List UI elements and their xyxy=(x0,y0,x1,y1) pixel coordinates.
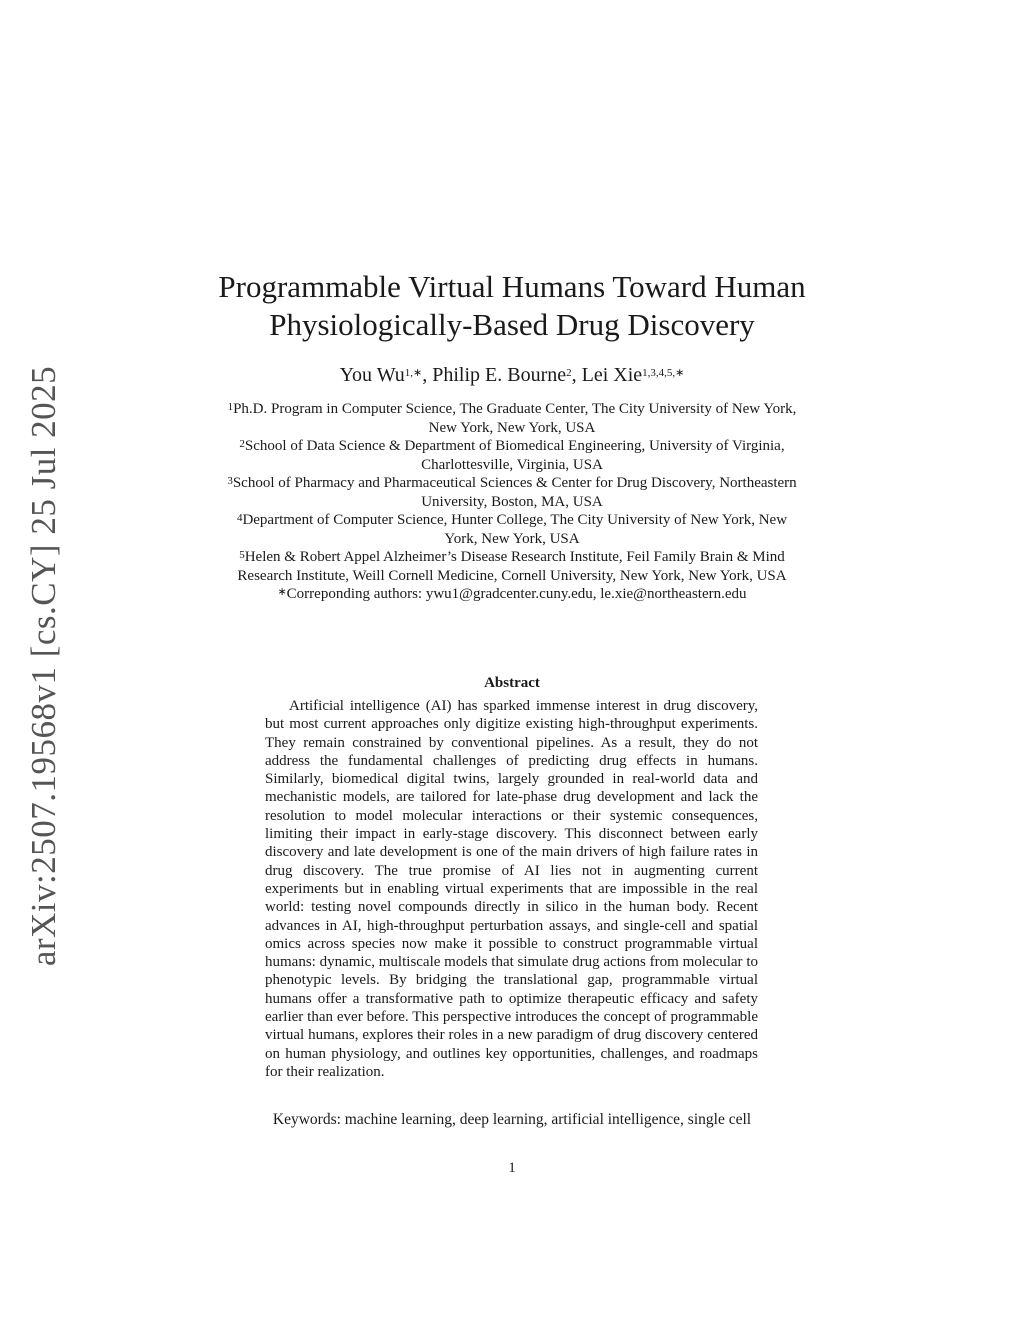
author-separator: , xyxy=(422,364,433,386)
affiliation-text: Helen & Robert Appel Alzheimer’s Disease Research Institute, Feil Family Brain & Mind Research Institute, Weill Cornell Medicine, Cornell University, New York, New York, USA xyxy=(237,549,787,584)
affiliation-text: School of Data Science & Department of Biomedical Engineering, University of Virginia, Charlottesville, Virginia, USA xyxy=(244,438,785,473)
affiliation-item xyxy=(222,474,802,511)
affiliation-text: School of Pharmacy and Pharmaceutical Sciences & Center for Drug Discovery, Northeastern University, Boston, MA, USA xyxy=(232,475,797,510)
affiliation-text: Department of Computer Science, Hunter College, The City University of New York, New York, New York, USA xyxy=(242,512,788,547)
affiliation-item xyxy=(222,548,802,585)
affiliation-mark: 4 xyxy=(236,512,243,524)
keywords: Keywords: machine learning, deep learning, artificial intelligence, single cell xyxy=(272,1111,752,1128)
author-affiliation-marks: 1,3,4,5,∗ xyxy=(642,367,685,379)
abstract-body: Artificial intelligence (AI) has sparked immense interest in drug discovery, but most current approaches only digitize existing high-throughput experiments. They remain constrained by conventional pipelines. As a result, they do not address the fundamental challenges of predicting drug effects in humans. Similarly, biomedical digital twins, largely grounded in real-world data and mechanistic models, are tailored for late-phase drug development and lack the resolution to model molecular interactions or their systemic consequences, limiting their impact in early-stage discovery. This disconnect between early discovery and late development is one of the main drivers of high failure rates in drug discovery. The true promise of AI lies not in augmenting current experiments but in enabling virtual experiments that are impossible in the real world: testing novel compounds directly in silico in the human body. Recent advances in AI, high-throughput perturbation assays, and single-cell and spatial omics across species now make it possible to construct programmable virtual humans: dynamic, multiscale models that simulate drug actions from molecular to phenotypic levels. By bridging the translational gap, programmable virtual humans offer a transformative path to optimize therapeutic efficacy and safety earlier than ever before. This perspective introduces the concept of programmable virtual humans, explores their roles in a new paradigm of drug discovery centered on human physiology, and outlines key opportunities, challenges, and roadmaps for their realization. xyxy=(265,698,758,1080)
author-name: Philip E. Bourne xyxy=(432,364,567,386)
corresponding-authors-text: Correponding authors: ywu1@gradcenter.cuny.edu, le.xie@northeastern.edu xyxy=(286,586,747,602)
affiliation-mark: 2 xyxy=(239,438,245,450)
affiliation-item xyxy=(222,511,802,548)
arxiv-identifier-stamp xyxy=(16,365,72,967)
affiliations-block xyxy=(222,400,802,604)
author-separator: , xyxy=(571,364,582,386)
page-number: 1 xyxy=(508,1160,516,1176)
title-line-1: Programmable Virtual Humans Toward Human xyxy=(218,269,806,304)
arxiv-identifier-text: arXiv:2507.19568v1 [cs.CY] 25 Jul 2025 xyxy=(24,365,64,967)
author-list xyxy=(180,362,844,388)
affiliation-mark: 1 xyxy=(227,401,234,413)
author-affiliation-marks: 1,∗ xyxy=(404,367,423,379)
affiliation-text: Ph.D. Program in Computer Science, The Graduate Center, The City University of New York, New York, New York, USA xyxy=(233,401,797,436)
affiliation-mark: 5 xyxy=(239,549,245,561)
corresponding-authors xyxy=(222,585,802,604)
abstract-heading: Abstract xyxy=(484,675,540,691)
title-line-2: Physiologically-Based Drug Discovery xyxy=(269,307,755,342)
author-name: You Wu xyxy=(339,364,405,386)
affiliation-item xyxy=(222,437,802,474)
author-name: Lei Xie xyxy=(581,364,643,386)
affiliation-mark: 3 xyxy=(227,475,233,487)
author-affiliation-marks: 2 xyxy=(566,367,572,379)
affiliation-item xyxy=(222,400,802,437)
paper-title xyxy=(180,268,844,344)
affiliation-mark: ∗ xyxy=(277,586,287,598)
